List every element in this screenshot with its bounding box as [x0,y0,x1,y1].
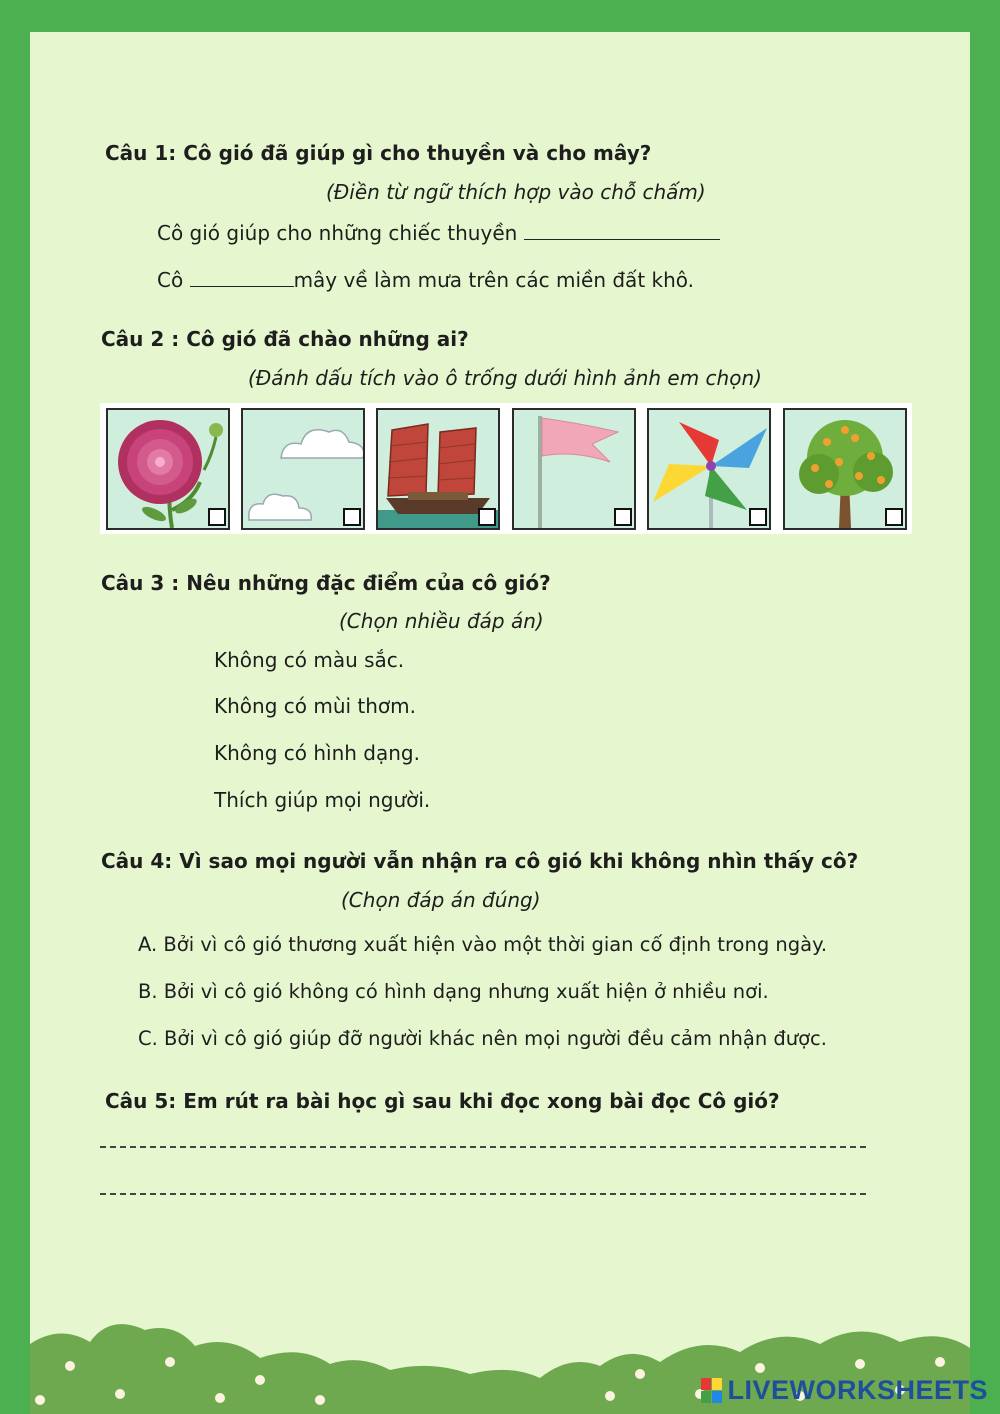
checkbox-boat[interactable] [478,508,496,526]
q3-option-1[interactable]: Không có màu sắc. [214,648,405,672]
q4-hint: (Chọn đáp án đúng) [341,888,541,912]
q3-option-2[interactable]: Không có mùi thơm. [214,694,417,718]
q1-hint: (Điền từ ngữ thích hợp vào chỗ chấm) [326,180,706,204]
q4-option-a[interactable]: A. Bởi vì cô gió thương xuất hiện vào một thời gian cố định trong ngày. [138,933,828,956]
q4-title: Câu 4: Vì sao mọi người vẫn nhận ra cô gió khi không nhìn thấy cô? [101,849,859,873]
tile-tree [783,408,907,530]
tile-flower [106,408,230,530]
q1-blank-1[interactable] [524,219,720,240]
tile-pinwheel [647,408,771,530]
liveworksheets-mark-icon [701,1378,723,1404]
q3-option-4[interactable]: Thích giúp mọi người. [214,788,431,812]
q1-line1: Cô gió giúp cho những chiếc thuyền [157,219,720,245]
checkbox-flag[interactable] [614,508,632,526]
checkbox-clouds[interactable] [343,508,361,526]
tile-clouds [241,408,365,530]
tile-boat [376,408,500,530]
checkbox-pinwheel[interactable] [749,508,767,526]
checkbox-tree[interactable] [885,508,903,526]
q4-option-c[interactable]: C. Bởi vì cô gió giúp đỡ người khác nên mọi người đều cảm nhận được. [138,1027,827,1050]
q4-option-b[interactable]: B. Bởi vì cô gió không có hình dạng nhưng xuất hiện ở nhiều nơi. [138,980,769,1003]
q5-answer-line-1[interactable] [100,1146,866,1148]
checkbox-flower[interactable] [208,508,226,526]
liveworksheets-logo [701,1375,988,1406]
q5-answer-line-2[interactable] [100,1193,866,1195]
q1-blank-2[interactable] [190,266,294,287]
q3-title: Câu 3 : Nêu những đặc điểm của cô gió? [101,571,551,595]
q5-title: Câu 5: Em rút ra bài học gì sau khi đọc xong bài đọc Cô gió? [105,1089,780,1113]
q3-hint: (Chọn nhiều đáp án) [339,609,544,633]
q2-title: Câu 2 : Cô gió đã chào những ai? [101,327,469,351]
q2-image-strip [100,403,912,534]
q2-hint: (Đánh dấu tích vào ô trống dưới hình ảnh em chọn) [248,366,762,390]
q1-line2: Cô mây về làm mưa trên các miền đất khô. [157,268,695,292]
q3-option-3[interactable]: Không có hình dạng. [214,741,420,765]
tile-flag [512,408,636,530]
brand-text: LIVEWORKSHEETS [727,1375,988,1405]
q1-title: Câu 1: Cô gió đã giúp gì cho thuyền và cho mây? [105,141,652,165]
